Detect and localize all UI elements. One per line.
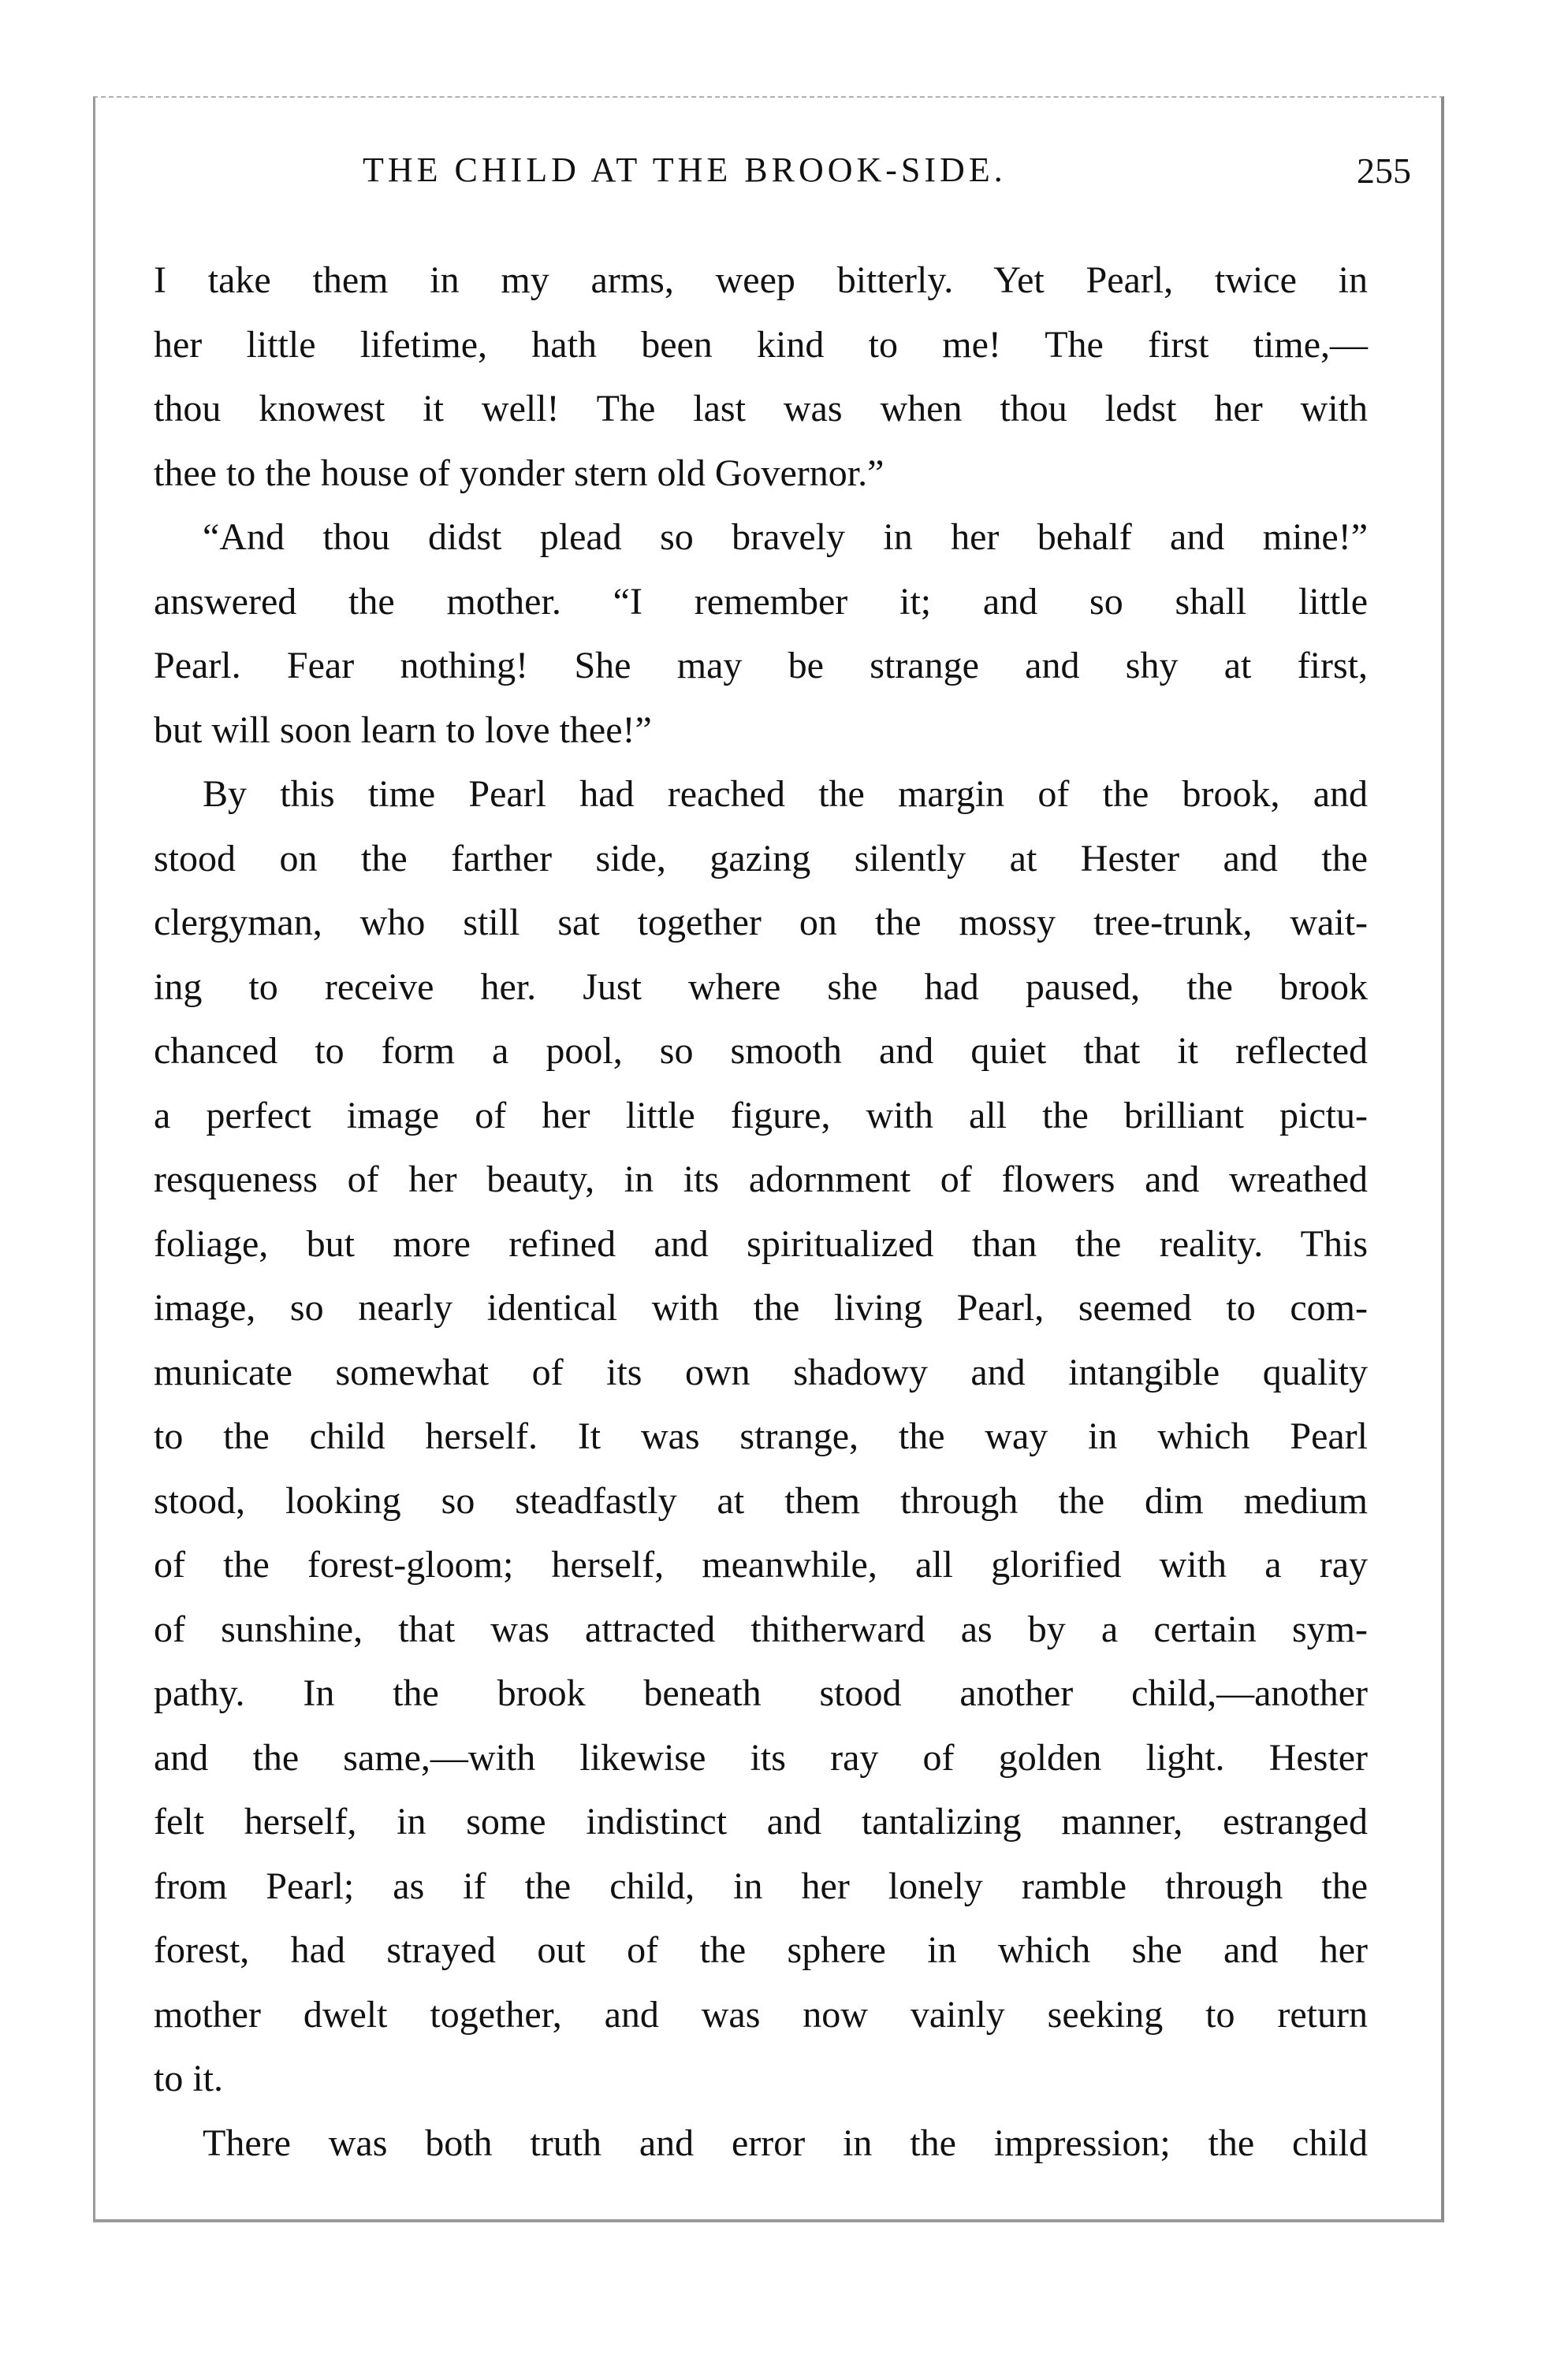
text-line: stood, looking so steadfastly at them through the dim medium [154,1479,1368,1522]
text-line: mother dwelt together, and was now vainly seeking to return [154,1993,1368,2036]
text-line: forest, had strayed out of the sphere in which she and her [154,1929,1368,1971]
text-line: foliage, but more refined and spiritualized than the reality. This [154,1222,1368,1265]
text-line: resqueness of her beauty, in its adornment of flowers and wreathed [154,1158,1368,1200]
text-line: thou knowest it well! The last was when thou ledst her with [154,388,1368,430]
text-line: municate somewhat of its own shadowy and intangible quality [154,1351,1368,1393]
text-line: answered the mother. “I remember it; and so shall little [154,580,1368,623]
text-line: I take them in my arms, weep bitterly. Yet Pearl, twice in [154,259,1368,301]
text-line: of the forest-gloom; herself, meanwhile, all glorified with a ray [154,1544,1368,1586]
text-line: to the child herself. It was strange, the way in which Pearl [154,1415,1368,1457]
text-line: a perfect image of her little figure, with all the brilliant pictu- [154,1094,1368,1136]
text-line: thee to the house of yonder stern old Governor.” [154,452,885,494]
text-line: pathy. In the brook beneath stood another child,—another [154,1672,1368,1714]
text-line: “And thou didst plead so bravely in her behalf and mine!” [203,516,1368,558]
text-line: of sunshine, that was attracted thitherward as by a certain sym- [154,1608,1368,1650]
text-line: and the same,—with likewise its ray of golden light. Hester [154,1736,1368,1779]
body-text [154,248,1368,2175]
text-line: clergyman, who still sat together on the mossy tree-trunk, wait- [154,902,1368,943]
text-line: image, so nearly identical with the living Pearl, seemed to com- [154,1287,1368,1329]
running-title: THE CHILD AT THE BROOK-SIDE. [363,151,1007,189]
text-line: her little lifetime, hath been kind to me! The first time,— [154,323,1368,366]
text-line: felt herself, in some indistinct and tantalizing manner, estranged [154,1801,1368,1843]
page-header [150,150,1411,197]
text-line: to it. [154,2058,224,2099]
text-line: By this time Pearl had reached the margin of the brook, and [203,773,1368,815]
text-line: but will soon learn to love thee!” [154,708,652,751]
text-line: There was both truth and error in the impression; the child [203,2122,1368,2164]
page-number: 255 [1357,151,1411,191]
text-line: from Pearl; as if the child, in her lonely ramble through the [154,1865,1368,1907]
text-line: stood on the farther side, gazing silently at Hester and the [154,837,1368,879]
text-line: chanced to form a pool, so smooth and quiet that it reflected [154,1030,1368,1072]
text-line: Pearl. Fear nothing! She may be strange and shy at first, [154,645,1368,686]
text-line: ing to receive her. Just where she had paused, the brook [154,965,1368,1008]
